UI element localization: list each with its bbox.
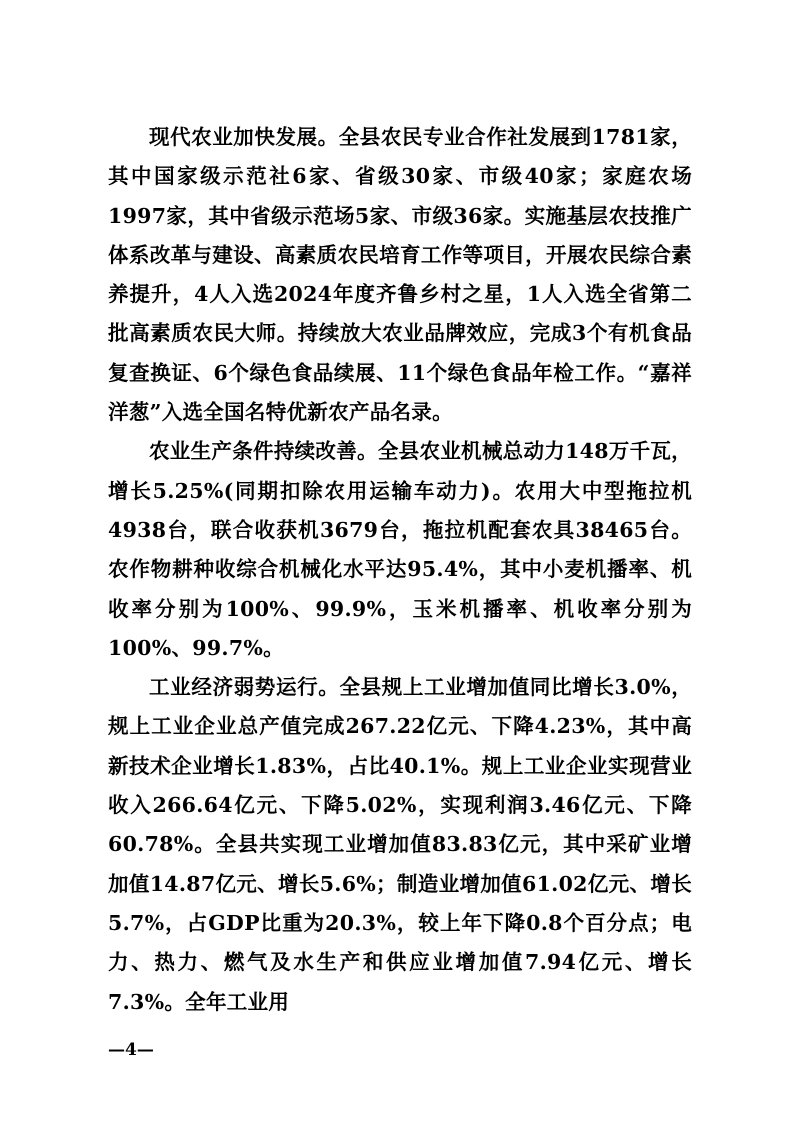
paragraph-modern-agriculture bbox=[108, 118, 692, 432]
paragraph-lead: 农业生产条件持续改善。 bbox=[149, 439, 378, 464]
paragraph-text: 全县农民专业合作社发展到1781家，其中国家级示范社6家、省级30家、市级40家；家庭农场1997家，其中省级示范场5家、市级36家。实施基层农技推广体系改革与建设、高素质农民培育工作等项目，开展农民综合素养提升，4人入选2024年度齐鲁乡村之星，1人入选全省第二批高素质农民大师。持续放大农业品牌效应，完成3个有机食品复查换证、6个绿色食品续展、11个绿色食品年检工作。“嘉祥洋葱”入选全国名特优新农产品名录。 bbox=[108, 125, 692, 425]
page-number: —4— bbox=[108, 1040, 154, 1060]
document-body bbox=[108, 118, 692, 1022]
paragraph-lead: 现代农业加快发展。 bbox=[149, 125, 339, 149]
paragraph-text: 全县规上工业增加值同比增长3.0%，规上工业企业总产值完成267.22亿元、下降4.23%，其中高新技术企业增长1.83%，占比40.1%。规上工业企业实现营业收入266.64亿元、下降5.02%，实现利润3.46亿元、下降60.78%。全县共实现工业增加值83.83亿元，其中采矿业增加值14.87亿元、增长5.6%；制造业增加值61.02亿元、增长5.7%，占GDP比重为20.3%，较上年下降0.8个百分点；电力、热力、燃气及水生产和供应业增加值7.94亿元、增长7.3%。全年工业用 bbox=[108, 675, 693, 1014]
paragraph-agricultural-conditions bbox=[108, 432, 692, 668]
paragraph-industrial-economy bbox=[108, 668, 692, 1022]
paragraph-lead: 工业经济弱势运行。 bbox=[149, 675, 340, 700]
paragraph-text: 全县农业机械总动力148万千瓦，增长5.25%(同期扣除农用运输车动力)。农用大中型拖拉机4938台，联合收获机3679台，拖拉机配套农具38465台。农作物耕种收综合机械化水平达95.4%，其中小麦机播率、机收率分别为100%、99.9%，玉米机播率、机收率分别为100%、99.7%。 bbox=[108, 439, 692, 660]
